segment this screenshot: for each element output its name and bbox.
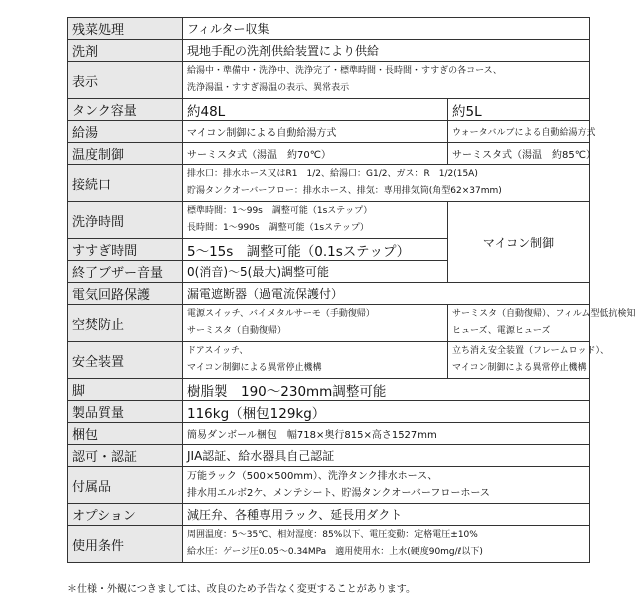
accessories-line-1: 万能ラック（500×500mm）、洗浄タンク排水ホース、 (187, 471, 438, 482)
connect-line-2: 貯湯タンクオーバーフロー：排水ホース、排気：専用排気筒(角型62×37mm) (187, 186, 502, 196)
value-conditions (183, 526, 590, 563)
value-dry-fire-wash (183, 305, 448, 342)
row-weight (68, 401, 590, 423)
value-tank-wash: 約48L (183, 99, 448, 121)
row-dry-fire (68, 305, 590, 342)
value-circuit: 漏電遮断器（過電流保護付） (183, 283, 590, 305)
dry-fire-left-line-2: サーミスタ（自動復帰） (187, 326, 287, 336)
value-detergent: 現地手配の洗剤供給装置により供給 (183, 40, 590, 62)
value-buzzer: 0(消音)〜5(最大)調整可能 (183, 261, 448, 283)
display-line-2: 洗浄湯温・すすぎ湯温の表示、異常表示 (187, 83, 350, 93)
conditions-line-2: 給水圧：ゲージ圧0.05〜0.34MPa 適用使用水：上水(硬度90mg/ℓ以下) (187, 547, 483, 557)
label-circuit: 電気回路保護 (68, 283, 183, 305)
value-options: 減圧弁、各種専用ラック、延長用ダクト (183, 504, 590, 526)
label-tank: タンク容量 (68, 99, 183, 121)
value-weight: 116kg（梱包129kg） (183, 401, 590, 423)
wash-time-line-2: 長時間：1〜990s 調整可能（1sステップ） (187, 223, 369, 233)
row-legs (68, 379, 590, 401)
label-packing: 梱包 (68, 423, 183, 445)
label-conditions: 使用条件 (68, 526, 183, 563)
label-waste: 残菜処理 (68, 18, 183, 40)
label-connect: 接続口 (68, 165, 183, 202)
row-supply (68, 121, 590, 143)
label-options: オプション (68, 504, 183, 526)
conditions-line-1: 周囲温度：5〜35℃、相対湿度：85%以下、電圧変動：定格電圧±10% (187, 530, 478, 540)
row-cert (68, 445, 590, 467)
value-temp-rinse: サーミスタ式（湯温 約85℃） (448, 143, 590, 165)
label-wash-time: 洗浄時間 (68, 202, 183, 239)
value-accessories (183, 467, 590, 504)
value-safety-rinse (448, 342, 609, 379)
value-micom-control: マイコン制御 (448, 202, 590, 283)
safety-left-line-1: ドアスイッチ、 (187, 346, 249, 356)
display-line-1: 給湯中・準備中・洗浄中、洗浄完了・標準時間・長時間・すすぎの各コース、 (187, 66, 502, 76)
row-packing (68, 423, 590, 445)
label-weight: 製品質量 (68, 401, 183, 423)
value-supply-wash: マイコン制御による自動給湯方式 (183, 121, 448, 143)
row-accessories (68, 467, 590, 504)
value-supply-rinse: ウォータバルブによる自動給湯方式 (448, 121, 590, 143)
label-dry-fire: 空焚防止 (68, 305, 183, 342)
value-wash-time (183, 202, 448, 239)
row-waste (68, 18, 590, 40)
spec-table (67, 17, 635, 563)
row-safety (68, 342, 590, 379)
row-options (68, 504, 590, 526)
value-packing: 簡易ダンボール梱包 幅718×奥行815×高さ1527mm (183, 423, 590, 445)
value-legs: 樹脂製 190〜230mm調整可能 (183, 379, 590, 401)
label-supply: 給湯 (68, 121, 183, 143)
value-dry-fire-rinse (448, 305, 635, 342)
value-connect (183, 165, 590, 202)
safety-right-line-1: 立ち消え安全装置（フレームロッド）、 (452, 346, 609, 356)
label-cert: 認可・認証 (68, 445, 183, 467)
value-waste: フィルター収集 (183, 18, 590, 40)
row-tank (68, 99, 590, 121)
label-buzzer: 終了ブザー音量 (68, 261, 183, 283)
dry-fire-right-line-1: サーミスタ（自動復帰）、フィルム型低抗検知 (452, 309, 635, 319)
label-accessories: 付属品 (68, 467, 183, 504)
row-connect (68, 165, 590, 202)
value-rinse-time: 5〜15s 調整可能（0.1sステップ） (183, 239, 448, 261)
value-cert: JIA認証、給水器具自己認証 (183, 445, 590, 467)
row-wash-time (68, 202, 590, 239)
row-display (68, 62, 590, 99)
label-temp: 温度制御 (68, 143, 183, 165)
wash-time-line-1: 標準時間：1〜99s 調整可能（1sステップ） (187, 206, 373, 216)
footnote: ＊仕様・外観につきましては、改良のため予告なく変更することがあります。 (67, 584, 416, 595)
row-conditions (68, 526, 590, 563)
dry-fire-right-line-2: ヒューズ、電源ヒューズ (452, 326, 551, 336)
row-circuit (68, 283, 590, 305)
connect-line-1: 排水口：排水ホース又はR1 1/2、給湯口：G1/2、ガス：R 1/2(15A) (187, 169, 478, 179)
safety-left-line-2: マイコン制御による異常停止機構 (187, 363, 322, 373)
value-temp-wash: サーミスタ式（湯温 約70℃） (183, 143, 448, 165)
label-display: 表示 (68, 62, 183, 99)
label-legs: 脚 (68, 379, 183, 401)
label-safety: 安全装置 (68, 342, 183, 379)
label-detergent: 洗剤 (68, 40, 183, 62)
label-rinse-time: すすぎ時間 (68, 239, 183, 261)
value-tank-rinse: 約5L (448, 99, 590, 121)
value-safety-wash (183, 342, 448, 379)
row-temp (68, 143, 590, 165)
dry-fire-left-line-1: 電源スイッチ、バイメタルサーモ（手動復帰） (187, 309, 375, 319)
value-display (183, 62, 590, 99)
row-detergent (68, 40, 590, 62)
safety-right-line-2: マイコン制御による異常停止機構 (452, 363, 587, 373)
accessories-line-2: 排水用エルボ2ケ、メンテシート、貯湯タンクオーバーフローホース (187, 488, 490, 499)
